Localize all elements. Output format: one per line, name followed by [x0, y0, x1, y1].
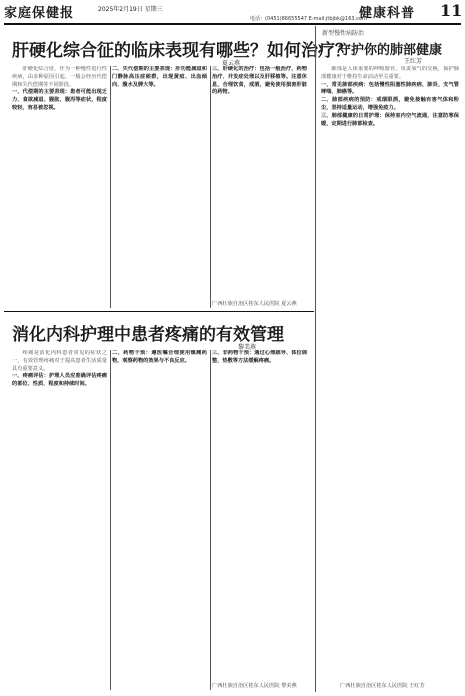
col-divider: [210, 66, 211, 308]
page-number: 11: [440, 1, 463, 20]
article-3-subhead: 三、肺部健康的日常护理：保持室内空气流通，注意防寒保暖，定期进行肺部检查。: [321, 112, 459, 127]
article-1-credit: 广西壮族自治区桂东人民医院 夏云燕: [212, 301, 297, 307]
article-2-subhead: 一、疼痛评估：护理人员应准确评估疼痛的部位、性质、程度和持续时间。: [12, 373, 107, 388]
article-1-subhead: 一、代偿期的主要表现：患者可能出现乏力、食欲减退、腹胀、腹泻等症状，程度较轻，容易被忽视。: [12, 89, 107, 111]
date-line: 2025年2月19日 星期三: [98, 6, 163, 13]
article-1-col-3: [212, 66, 307, 296]
article-divider: [4, 311, 314, 312]
section-divider: [315, 26, 316, 692]
article-1-subhead: 二、失代偿期的主要表现：肝功能减退和门静脉高压症候群，出现黄疸、出血倾向、腹水及脾大等。: [112, 66, 207, 88]
article-2-author: 黎美燕: [238, 344, 257, 351]
article-1-title: 肝硬化综合征的临床表现有哪些？如何治疗？: [12, 41, 352, 61]
article-1-author: 夏云燕: [222, 60, 241, 67]
article-3-para: 肺部是人体重要的呼吸器官，负责氧气的交换，保护肺部健康对于维持生命活动至关重要。: [321, 66, 459, 80]
article-3-author: 王红芳: [404, 58, 423, 65]
article-1-para: 肝硬化综合征，作为一种慢性进行性疾病，由多种原因引起，一般会经历代偿期和失代偿期等不同阶段。: [12, 66, 107, 88]
article-2-subhead: 二、药物干预：遵医嘱合理使用镇痛药物，观察药物的效果与不良反应。: [112, 350, 207, 364]
paper-name: 家庭保健报: [4, 6, 75, 21]
col-divider: [110, 350, 111, 690]
article-3-title: 守护你的肺部健康: [338, 43, 443, 58]
article-2-credit: 广西壮族自治区桂东人民医院 黎美燕: [212, 683, 297, 689]
masthead: [0, 0, 465, 24]
article-3-subhead: 二、肺部疾病的预防：戒烟限酒，避免接触有害气体和粉尘，坚持适量运动，增强免疫力。: [321, 97, 459, 111]
masthead-rule: [4, 23, 461, 25]
article-2-para: 疼痛是消化内科患者常见的症状之一，有效管理疼痛对于提高患者生活质量具有重要意义。: [12, 350, 107, 372]
article-2-col-3: [212, 350, 307, 675]
editor-line: 电话：(0451)86655547 E-mail:jtbjbk@163.com: [250, 16, 367, 22]
article-1-col-1: [12, 66, 107, 306]
article-2-title: 消化内科护理中患者疼痛的有效管理: [12, 325, 284, 345]
article-3-subhead: 一、常见肺部疾病：包括慢性阻塞性肺疾病、肺炎、支气管哮喘、肺癌等。: [321, 81, 459, 96]
article-3-kicker: 新型慢性病防治: [322, 30, 365, 37]
article-1-subhead: 三、肝硬化的治疗：包括一般治疗、药物治疗、并发症处理以及肝移植等。注意休息，合理饮食，戒酒，避免使用损害肝脏的药物。: [212, 66, 307, 96]
article-2-subhead: 三、非药物干预：通过心理疏导、体位调整、热敷等方法缓解疼痛。: [212, 350, 307, 364]
col-divider: [210, 350, 211, 690]
column-name: 健康科普: [359, 6, 416, 21]
article-2-col-2: [112, 350, 207, 690]
article-2-col-1: [12, 350, 107, 690]
article-3-credit: 广西壮族自治区桂东人民医院 王红芳: [340, 683, 425, 689]
col-divider: [110, 66, 111, 308]
article-1-col-2: [112, 66, 207, 306]
article-3-body: [321, 66, 459, 676]
